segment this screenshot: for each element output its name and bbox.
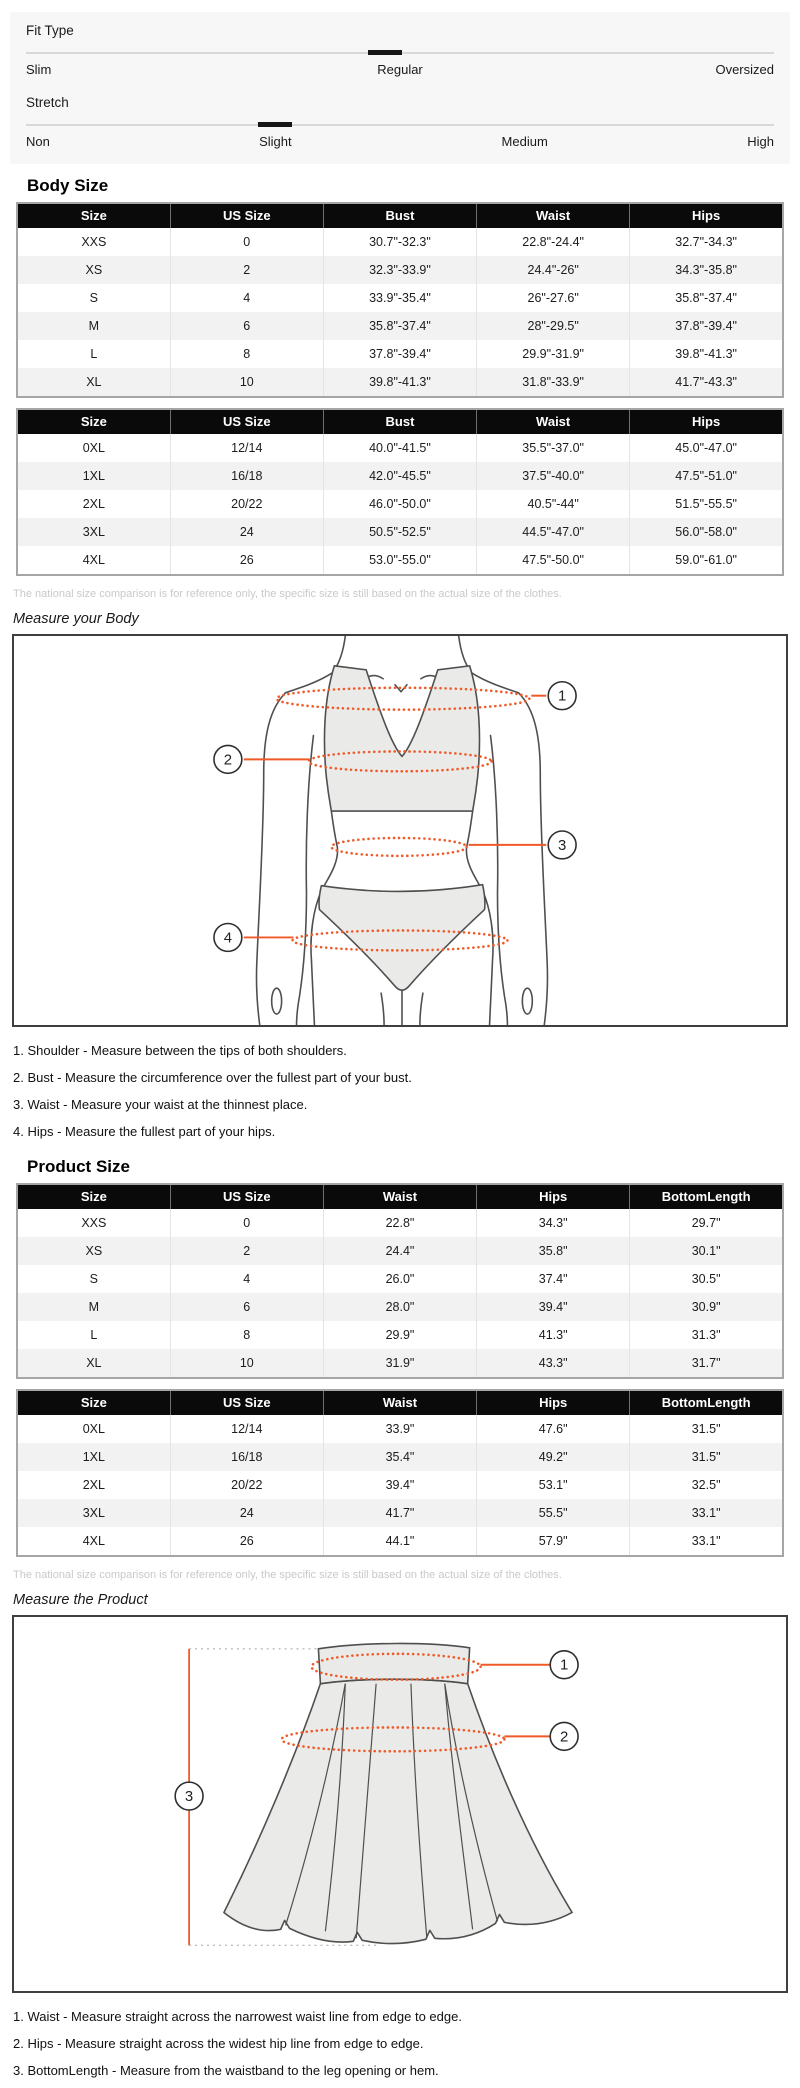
column-header: Waist xyxy=(477,203,630,228)
body-size-table-regular xyxy=(16,202,784,398)
table-cell: 24 xyxy=(170,518,323,546)
product-size-table-plus xyxy=(16,1389,784,1557)
table-cell: 31.8"-33.9" xyxy=(477,368,630,397)
table-cell: 10 xyxy=(170,368,323,397)
table-cell: 41.3" xyxy=(477,1321,630,1349)
column-header: Hips xyxy=(630,409,783,434)
body-size-heading: Body Size xyxy=(27,176,109,195)
table-cell: 4XL xyxy=(17,1527,170,1556)
slider-track xyxy=(26,50,774,55)
table-cell: 32.7"-34.3" xyxy=(675,235,737,249)
table-cell: 46.0"-50.0" xyxy=(323,490,476,518)
body-figure-illustration xyxy=(14,636,786,1025)
table-cell: 3XL xyxy=(17,518,170,546)
table-row xyxy=(17,1265,783,1293)
measure-product-heading: Measure the Product xyxy=(13,1591,148,1608)
table-cell: 16/18 xyxy=(170,462,323,490)
slider-option: Regular xyxy=(377,62,423,77)
table-cell: 47.6" xyxy=(477,1415,630,1443)
slider-option: Medium xyxy=(501,134,548,149)
table-cell: 29.9" xyxy=(323,1321,476,1349)
column-header: Waist xyxy=(477,409,630,434)
table-row xyxy=(17,340,783,368)
table-cell: 29.9"-31.9" xyxy=(477,340,630,368)
fit-info-panel xyxy=(10,12,790,164)
table-cell: 32.5" xyxy=(691,1477,721,1492)
table-cell: 39.4" xyxy=(477,1293,630,1321)
slider-labels xyxy=(26,134,774,150)
column-header: Waist xyxy=(323,1390,476,1415)
table-cell: 41.7"-43.3" xyxy=(675,375,737,389)
table-cell: 6 xyxy=(170,312,323,340)
table-cell: 45.0"-47.0" xyxy=(675,441,737,455)
table-cell: 44.5"-47.0" xyxy=(477,518,630,546)
table-row xyxy=(17,1499,783,1527)
instruction-line: 1. Waist - Measure straight across the narrowest waist line from edge to edge. xyxy=(13,2009,462,2025)
table-cell: 0XL xyxy=(17,434,170,462)
table-cell: 20/22 xyxy=(170,490,323,518)
table-cell: 37.5"-40.0" xyxy=(477,462,630,490)
table-cell: 33.1" xyxy=(691,1533,721,1548)
table-cell: L xyxy=(17,1321,170,1349)
callout-number-4: 4 xyxy=(223,929,233,947)
column-header: Size xyxy=(17,1184,170,1209)
table-cell: 41.7" xyxy=(323,1499,476,1527)
callout-connectors xyxy=(481,1665,551,1737)
table-cell: 4 xyxy=(170,1265,323,1293)
table-cell: 31.9" xyxy=(323,1349,476,1378)
instruction-line: 1. Shoulder - Measure between the tips of both shoulders. xyxy=(13,1042,347,1058)
size-note: The national size comparison is for reference only, the specific size is still based on the actual size of the clothes. xyxy=(13,588,562,600)
table-cell: 55.5" xyxy=(477,1499,630,1527)
table-cell: 1XL xyxy=(17,1443,170,1471)
table-cell: 31.3" xyxy=(691,1327,721,1342)
measurement-ellipse-shoulder xyxy=(277,688,530,710)
slider-labels xyxy=(26,62,774,78)
table-cell: 32.3"-33.9" xyxy=(323,256,476,284)
table-cell: 10 xyxy=(170,1349,323,1378)
slider-marker xyxy=(368,50,402,55)
table-cell: 31.5" xyxy=(691,1449,721,1464)
skirt-body xyxy=(224,1679,572,1943)
table-cell: 31.5" xyxy=(691,1421,721,1436)
table-row xyxy=(17,1471,783,1499)
table-row xyxy=(17,1293,783,1321)
table-cell: 16/18 xyxy=(170,1443,323,1471)
product-size-table-regular xyxy=(16,1183,784,1379)
table-cell: 12/14 xyxy=(170,1415,323,1443)
table-cell: M xyxy=(17,1293,170,1321)
table-cell: XXS xyxy=(17,1209,170,1237)
table-row xyxy=(17,368,783,397)
column-header: BottomLength xyxy=(630,1184,783,1209)
column-header: Hips xyxy=(477,1390,630,1415)
column-header: US Size xyxy=(170,1390,323,1415)
table-cell: 30.9" xyxy=(691,1299,721,1314)
table-cell: 4XL xyxy=(17,546,170,575)
table-cell: 24 xyxy=(170,1499,323,1527)
table-row xyxy=(17,546,783,575)
callout-number-1: 1 xyxy=(558,687,567,705)
header-row xyxy=(17,1390,783,1415)
fit-type-slider xyxy=(26,22,774,78)
table-cell: 56.0"-58.0" xyxy=(675,525,737,539)
table-cell: 34.3" xyxy=(477,1209,630,1237)
table-row xyxy=(17,462,783,490)
table-cell: 22.8" xyxy=(323,1209,476,1237)
table-cell: 0 xyxy=(170,1209,323,1237)
table-cell: 37.4" xyxy=(477,1265,630,1293)
instruction-line: 3. Waist - Measure your waist at the thinnest place. xyxy=(13,1096,308,1112)
column-header: Hips xyxy=(477,1184,630,1209)
column-header: Size xyxy=(17,203,170,228)
callout-number-3: 3 xyxy=(184,1788,194,1806)
skirt-illustration xyxy=(14,1617,786,1991)
product-size-heading: Product Size xyxy=(27,1156,130,1176)
table-cell: 2XL xyxy=(17,490,170,518)
table-row xyxy=(17,256,783,284)
column-header: Waist xyxy=(323,1184,476,1209)
table-cell: 29.7" xyxy=(691,1215,721,1230)
table-cell: 39.4" xyxy=(323,1471,476,1499)
table-row xyxy=(17,434,783,462)
table-cell: 35.4" xyxy=(323,1443,476,1471)
table-cell: 53.0"-55.0" xyxy=(323,546,476,575)
slider-track xyxy=(26,122,774,127)
table-cell: 40.5"-44" xyxy=(477,490,630,518)
slider-title: Fit Type xyxy=(26,23,74,38)
table-cell: 33.9" xyxy=(323,1415,476,1443)
header-row xyxy=(17,409,783,434)
table-cell: 51.5"-55.5" xyxy=(675,497,737,511)
table-row xyxy=(17,1209,783,1237)
callout-number-3: 3 xyxy=(558,836,567,854)
column-header: BottomLength xyxy=(630,1390,783,1415)
table-cell: 24.4" xyxy=(323,1237,476,1265)
column-header: Hips xyxy=(630,203,783,228)
table-cell: 31.7" xyxy=(691,1355,721,1370)
slider-option: Slim xyxy=(26,62,52,77)
table-cell: 0XL xyxy=(17,1415,170,1443)
table-cell: 20/22 xyxy=(170,1471,323,1499)
instruction-line: 4. Hips - Measure the fullest part of your hips. xyxy=(13,1123,276,1139)
body-diagram-box xyxy=(12,634,788,1027)
table-row xyxy=(17,228,783,256)
table-cell: 8 xyxy=(170,340,323,368)
table-cell: 2 xyxy=(170,256,323,284)
table-cell: XS xyxy=(17,1237,170,1265)
table-cell: 33.9"-35.4" xyxy=(323,284,476,312)
table-row xyxy=(17,1527,783,1556)
table-cell: 40.0"-41.5" xyxy=(323,434,476,462)
table-cell: XL xyxy=(17,1349,170,1378)
table-cell: S xyxy=(17,1265,170,1293)
table-cell: 2XL xyxy=(17,1471,170,1499)
table-cell: 22.8"-24.4" xyxy=(477,228,630,256)
slider-option: Non xyxy=(26,134,50,149)
table-cell: 47.5"-50.0" xyxy=(477,546,630,575)
table-cell: 28.0" xyxy=(323,1293,476,1321)
size-note-2: The national size comparison is for reference only, the specific size is still based on the actual size of the clothes. xyxy=(13,1568,562,1581)
body-size-table-plus xyxy=(16,408,784,576)
table-cell: 26 xyxy=(170,1527,323,1556)
table-row xyxy=(17,1237,783,1265)
table-cell: 35.5"-37.0" xyxy=(477,434,630,462)
table-cell: 30.7"-32.3" xyxy=(323,228,476,256)
panties-shape xyxy=(319,885,485,990)
column-header: US Size xyxy=(170,1184,323,1209)
table-cell: 39.8"-41.3" xyxy=(323,368,476,397)
callout-number-1: 1 xyxy=(559,1656,569,1674)
table-cell: 30.5" xyxy=(691,1271,721,1286)
table-cell: 4 xyxy=(170,284,323,312)
table-cell: 30.1" xyxy=(691,1243,721,1258)
table-cell: M xyxy=(17,312,170,340)
instruction-line: 2. Bust - Measure the circumference over the fullest part of your bust. xyxy=(13,1069,412,1085)
table-cell: 33.1" xyxy=(691,1505,721,1520)
callout-number-2: 2 xyxy=(559,1728,569,1746)
column-header: Size xyxy=(17,409,170,434)
table-cell: 35.8"-37.4" xyxy=(675,291,737,305)
table-cell: 53.1" xyxy=(477,1471,630,1499)
header-row xyxy=(17,1184,783,1209)
slider-title: Stretch xyxy=(26,95,69,110)
table-cell: 42.0"-45.5" xyxy=(323,462,476,490)
table-cell: 6 xyxy=(170,1293,323,1321)
table-cell: 3XL xyxy=(17,1499,170,1527)
table-cell: XL xyxy=(17,368,170,397)
table-cell: 57.9" xyxy=(477,1527,630,1556)
table-row xyxy=(17,312,783,340)
table-row xyxy=(17,1415,783,1443)
table-cell: 37.8"-39.4" xyxy=(323,340,476,368)
table-cell: 35.8"-37.4" xyxy=(323,312,476,340)
column-header: Bust xyxy=(323,203,476,228)
table-row xyxy=(17,1443,783,1471)
table-row xyxy=(17,284,783,312)
column-header: Bust xyxy=(323,409,476,434)
table-cell: 8 xyxy=(170,1321,323,1349)
table-cell: 0 xyxy=(170,228,323,256)
table-row xyxy=(17,1321,783,1349)
measure-body-heading: Measure your Body xyxy=(13,611,139,627)
column-header: US Size xyxy=(170,409,323,434)
table-cell: 43.3" xyxy=(477,1349,630,1378)
table-cell: 49.2" xyxy=(477,1443,630,1471)
slider-marker xyxy=(258,122,292,127)
table-cell: XXS xyxy=(17,228,170,256)
table-cell: 26.0" xyxy=(323,1265,476,1293)
table-row xyxy=(17,518,783,546)
table-cell: 26"-27.6" xyxy=(477,284,630,312)
body-measure-instructions xyxy=(13,1037,800,1145)
table-cell: 24.4"-26" xyxy=(477,256,630,284)
column-header: Size xyxy=(17,1390,170,1415)
header-row xyxy=(17,203,783,228)
column-header: US Size xyxy=(170,203,323,228)
table-cell: 2 xyxy=(170,1237,323,1265)
slider-option: High xyxy=(747,134,774,149)
table-cell: 26 xyxy=(170,546,323,575)
table-cell: XS xyxy=(17,256,170,284)
table-row xyxy=(17,490,783,518)
slider-track-line xyxy=(26,124,774,126)
table-cell: 34.3"-35.8" xyxy=(675,263,737,277)
table-cell: 28"-29.5" xyxy=(477,312,630,340)
product-diagram-box xyxy=(12,1615,788,1993)
table-cell: 50.5"-52.5" xyxy=(323,518,476,546)
slider-option: Oversized xyxy=(715,62,774,77)
table-cell: 47.5"-51.0" xyxy=(675,469,737,483)
table-cell: 59.0"-61.0" xyxy=(675,553,737,567)
table-cell: 12/14 xyxy=(170,434,323,462)
instruction-line: 3. BottomLength - Measure from the waistband to the leg opening or hem. xyxy=(13,2063,439,2079)
product-measure-instructions xyxy=(13,2003,800,2084)
table-cell: S xyxy=(17,284,170,312)
table-cell: 37.8"-39.4" xyxy=(675,319,737,333)
table-cell: 35.8" xyxy=(477,1237,630,1265)
table-cell: 39.8"-41.3" xyxy=(675,347,737,361)
table-cell: 1XL xyxy=(17,462,170,490)
table-row xyxy=(17,1349,783,1378)
measurement-ellipse-waist xyxy=(331,838,466,856)
table-cell: 44.1" xyxy=(323,1527,476,1556)
instruction-line: 2. Hips - Measure straight across the widest hip line from edge to edge. xyxy=(13,2036,424,2052)
table-cell: L xyxy=(17,340,170,368)
stretch-slider xyxy=(26,94,774,150)
callout-number-2: 2 xyxy=(223,751,233,769)
slider-option: Slight xyxy=(259,134,292,149)
